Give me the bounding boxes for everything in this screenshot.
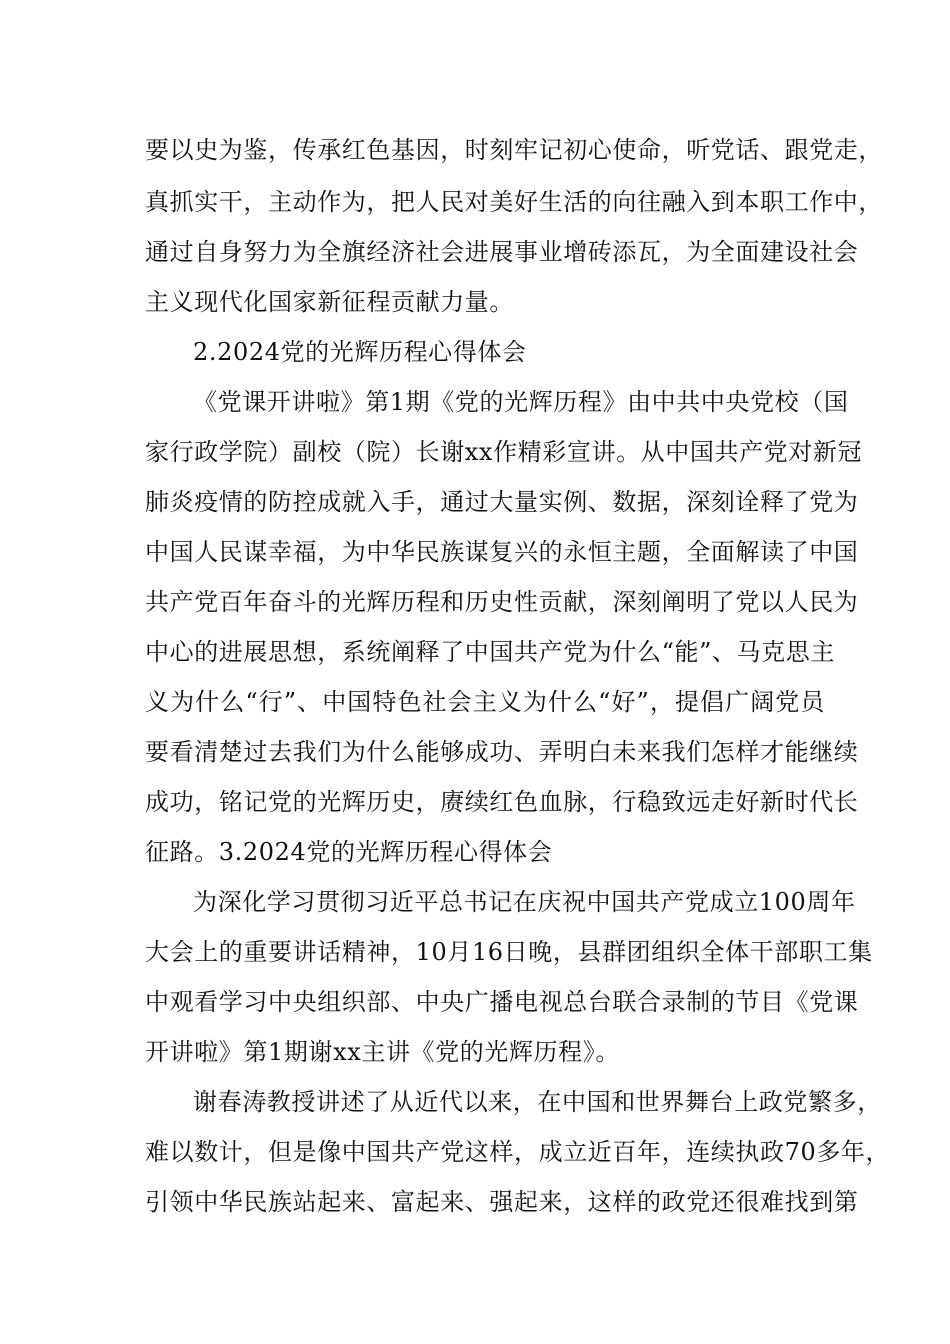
body-text-line: 要看清楚过去我们为什么能够成功、弄明白未来我们怎样才能继续 [145,738,859,766]
body-text-line: 征路。3.2024党的光辉历程心得体会 [145,838,553,866]
body-text-line: 开讲啦》第1期谢xx主讲《党的光辉历程》。 [145,1038,620,1066]
body-text-line: 中心的进展思想，系统阐释了中国共产党为什么“能”、马克思主 [145,638,835,666]
body-text-line: 大会上的重要讲话精神，10月16日晚，县群团组织全体干部职工集 [145,938,873,966]
body-text-line: 难以数计，但是像中国共产党这样，成立近百年，连续执政70多年， [145,1138,891,1166]
body-text-line: 通过自身努力为全旗经济社会进展事业增砖添瓦，为全面建设社会 [145,238,859,266]
body-text-line: 中观看学习中央组织部、中央广播电视总台联合录制的节目《党课 [145,988,859,1016]
body-text-line: 成功，铭记党的光辉历史，赓续红色血脉，行稳致远走好新时代长 [145,788,859,816]
body-text-line: 要以史为鉴，传承红色基因，时刻牢记初心使命，听党话、跟党走， [145,136,883,164]
body-text-line: 为深化学习贯彻习近平总书记在庆祝中国共产党成立100周年 [193,888,856,916]
body-text-line: 谢春涛教授讲述了从近代以来，在中国和世界舞台上政党繁多， [193,1088,882,1116]
body-text-line: 义为什么“行”、中国特色社会主义为什么“好”，提倡广阔党员 [145,688,825,716]
body-text-line: 引领中华民族站起来、富起来、强起来，这样的政党还很难找到第 [145,1188,859,1216]
body-text-line: 共产党百年奋斗的光辉历程和历史性贡献，深刻阐明了党以人民为 [145,588,859,616]
section-heading: 2.2024党的光辉历程心得体会 [193,338,527,366]
body-text-line: 中国人民谋幸福，为中华民族谋复兴的永恒主题，全面解读了中国 [145,538,859,566]
body-text-line: 肺炎疫情的防控成就入手，通过大量实例、数据，深刻诠释了党为 [145,488,859,516]
body-text-line: 真抓实干，主动作为，把人民对美好生活的向往融入到本职工作中， [145,188,883,216]
body-text-line: 《党课开讲啦》第1期《党的光辉历程》由中共中央党校（国 [193,388,849,416]
body-text-line: 主义现代化国家新征程贡献力量。 [145,288,514,316]
body-text-line: 家行政学院）副校（院）长谢xx作精彩宣讲。从中国共产党对新冠 [145,438,863,466]
